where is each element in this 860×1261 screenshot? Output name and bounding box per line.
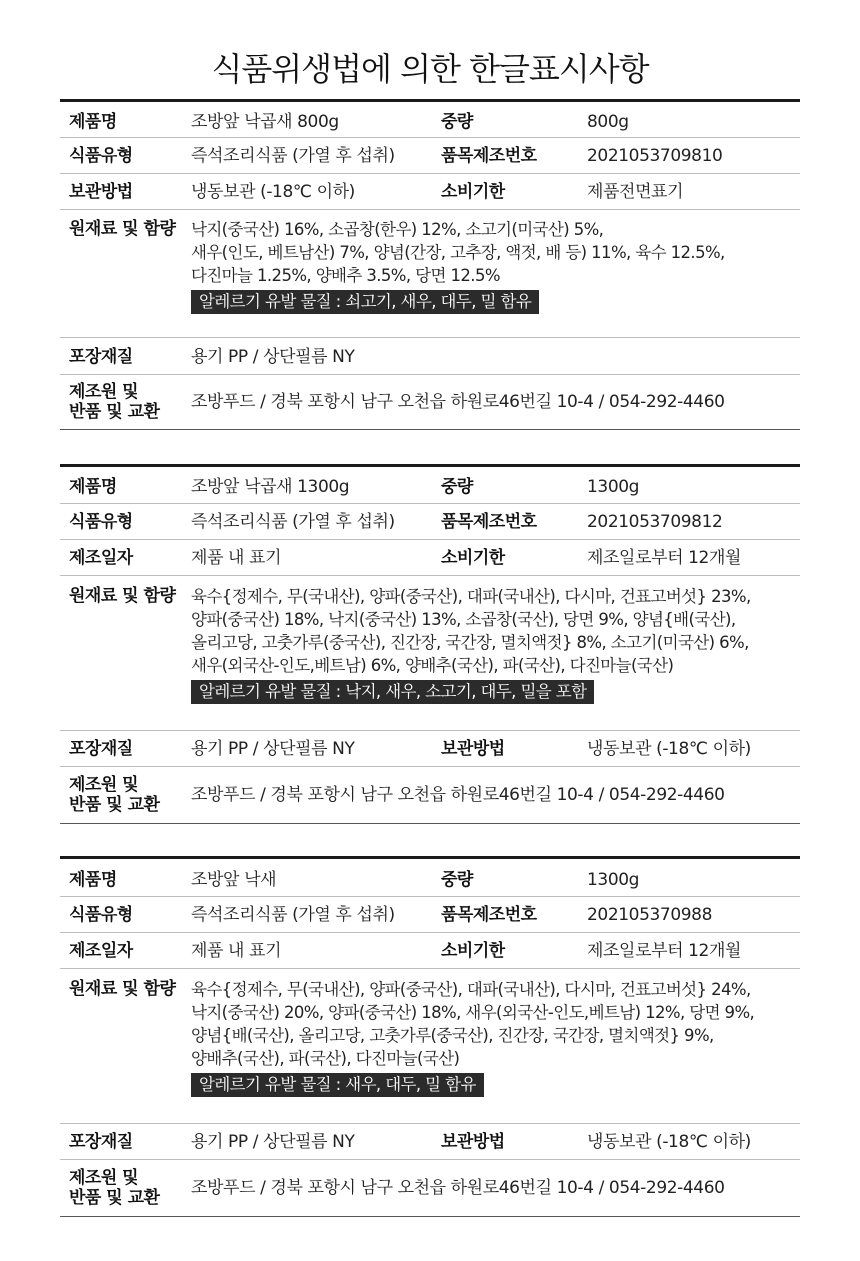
storage-label: 보관방법 — [441, 739, 505, 759]
row-manufacturer — [60, 767, 800, 823]
food-type-value: 즉석조리식품 (가열 후 섭취) — [191, 512, 395, 532]
manufacturer-value: 조방푸드 / 경북 포항시 남구 오천읍 하원로46번길 10-4 / 054-292-4460 — [191, 784, 725, 805]
row-type-report — [60, 138, 800, 174]
packaging-label: 포장재질 — [69, 739, 133, 759]
allergen-badge: 알레르기 유발 물질 : 쇠고기, 새우, 대두, 밀 함유 — [191, 290, 539, 314]
food-type-label: 식품유형 — [69, 905, 133, 925]
row-mfg-expiry — [60, 933, 800, 969]
ingredients-line: 육수{정제수, 무(국내산), 양파(중국산), 대파(국내산), 다시마, 건표고버섯} 23%, — [191, 587, 751, 606]
mfg-date-label: 제조일자 — [69, 941, 133, 961]
ingredients-label: 원재료 및 함량 — [69, 219, 176, 239]
manufacturer-label-line1: 제조원 및 — [69, 775, 139, 795]
row-manufacturer — [60, 375, 800, 429]
expiry-value: 제조일로부터 12개월 — [587, 941, 742, 961]
packaging-value: 용기 PP / 상단필름 NY — [191, 347, 355, 367]
row-name-weight — [60, 102, 800, 138]
ingredients-label: 원재료 및 함량 — [69, 586, 176, 606]
ingredients-line: 낙지(중국산) 20%, 양파(중국산) 18%, 새우(외국산-인도,베트남) 12%, 당면 9%, — [191, 1003, 755, 1022]
ingredients-block — [191, 218, 800, 314]
manufacturer-label-line1: 제조원 및 — [69, 1168, 139, 1188]
row-packaging-storage — [60, 1124, 800, 1160]
mfg-date-value: 제품 내 표기 — [191, 941, 282, 961]
ingredients-line: 새우(외국산-인도,베트남) 6%, 양배추(국산), 파(국산), 다진마늘(국산) — [191, 656, 674, 675]
weight-value: 1300g — [587, 477, 640, 497]
manufacturer-label — [60, 775, 191, 815]
ingredients-line: 새우(인도, 베트남산) 7%, 양념(간장, 고추장, 액젓, 배 등) 11%, 육수 12.5%, — [191, 243, 725, 262]
row-packaging-storage — [60, 731, 800, 767]
manufacturer-label — [60, 382, 191, 422]
food-type-label: 식품유형 — [69, 512, 133, 532]
product-name-label: 제품명 — [69, 870, 117, 890]
row-ingredients — [60, 576, 800, 731]
allergen-badge: 알레르기 유발 물질 : 새우, 대두, 밀 함유 — [191, 1073, 484, 1097]
food-type-label: 식품유형 — [69, 146, 133, 166]
report-no-value: 2021053709810 — [587, 146, 723, 166]
storage-value: 냉동보관 (-18℃ 이하) — [191, 182, 355, 202]
expiry-value: 제조일로부터 12개월 — [587, 548, 742, 568]
allergen-badge: 알레르기 유발 물질 : 낙지, 새우, 소고기, 대두, 밀을 포함 — [191, 680, 594, 704]
storage-label: 보관방법 — [441, 1132, 505, 1152]
ingredients-line: 양념{배(국산), 올리고당, 고춧가루(중국산), 진간장, 국간장, 멸치액젓} 9%, — [191, 1026, 714, 1045]
product-name-value: 조방앞 낙새 — [191, 870, 277, 890]
row-mfg-expiry — [60, 540, 800, 576]
report-no-value: 202105370988 — [587, 905, 712, 925]
storage-value: 냉동보관 (-18℃ 이하) — [587, 739, 751, 759]
ingredients-line: 양파(중국산) 18%, 낙지(중국산) 13%, 소곱창(국산), 당면 9%, 양념{배(국산), — [191, 610, 736, 629]
manufacturer-value: 조방푸드 / 경북 포항시 남구 오천읍 하원로46번길 10-4 / 054-292-4460 — [191, 1177, 725, 1198]
row-storage-expiry — [60, 174, 800, 210]
ingredients-line: 다진마늘 1.25%, 양배추 3.5%, 당면 12.5% — [191, 266, 500, 285]
ingredients-block — [191, 978, 800, 1097]
manufacturer-label-line2: 반품 및 교환 — [69, 1188, 160, 1208]
row-type-report — [60, 897, 800, 933]
ingredients-line: 낙지(중국산) 16%, 소곱창(한우) 12%, 소고기(미국산) 5%, — [191, 220, 604, 239]
manufacturer-label-line2: 반품 및 교환 — [69, 795, 160, 815]
product-name-label: 제품명 — [69, 477, 117, 497]
ingredients-block — [191, 585, 800, 704]
ingredients-line: 양배추(국산), 파(국산), 다진마늘(국산) — [191, 1049, 460, 1068]
manufacturer-label-line1: 제조원 및 — [69, 382, 139, 402]
weight-label: 중량 — [441, 112, 473, 132]
report-no-label: 품목제조번호 — [441, 146, 537, 166]
product-table-2 — [60, 464, 800, 824]
storage-label: 보관방법 — [69, 182, 133, 202]
page-title: 식품위생법에 의한 한글표시사항 — [211, 50, 649, 88]
expiry-label: 소비기한 — [441, 941, 505, 961]
row-ingredients — [60, 969, 800, 1124]
product-name-value: 조방앞 낙곱새 800g — [191, 112, 339, 132]
row-name-weight — [60, 467, 800, 504]
packaging-value: 용기 PP / 상단필름 NY — [191, 1132, 355, 1152]
ingredients-line: 육수{정제수, 무(국내산), 양파(중국산), 대파(국내산), 다시마, 건표고버섯} 24%, — [191, 980, 751, 999]
row-manufacturer — [60, 1160, 800, 1216]
food-type-value: 즉석조리식품 (가열 후 섭취) — [191, 905, 395, 925]
product-name-value: 조방앞 낙곱새 1300g — [191, 477, 350, 497]
mfg-date-label: 제조일자 — [69, 548, 133, 568]
mfg-date-value: 제품 내 표기 — [191, 548, 282, 568]
expiry-label: 소비기한 — [441, 182, 505, 202]
expiry-value: 제품전면표기 — [587, 182, 684, 202]
row-ingredients — [60, 210, 800, 338]
ingredients-line: 올리고당, 고춧가루(중국산), 진간장, 국간장, 멸치액젓} 8%, 소고기(미국산) 6%, — [191, 633, 749, 652]
product-table-1 — [60, 99, 800, 430]
ingredients-label: 원재료 및 함량 — [69, 979, 176, 999]
packaging-label: 포장재질 — [69, 1132, 133, 1152]
weight-label: 중량 — [441, 477, 473, 497]
row-packaging — [60, 338, 800, 375]
product-name-label: 제품명 — [69, 112, 117, 132]
packaging-label: 포장재질 — [69, 347, 133, 367]
food-type-value: 즉석조리식품 (가열 후 섭취) — [191, 146, 395, 166]
weight-value: 1300g — [587, 870, 640, 890]
storage-value: 냉동보관 (-18℃ 이하) — [587, 1132, 751, 1152]
manufacturer-label — [60, 1168, 191, 1208]
product-table-3 — [60, 856, 800, 1217]
weight-value: 800g — [587, 112, 629, 132]
manufacturer-label-line2: 반품 및 교환 — [69, 402, 160, 422]
row-type-report — [60, 504, 800, 540]
row-name-weight — [60, 859, 800, 897]
report-no-label: 품목제조번호 — [441, 512, 537, 532]
report-no-label: 품목제조번호 — [441, 905, 537, 925]
manufacturer-value: 조방푸드 / 경북 포항시 남구 오천읍 하원로46번길 10-4 / 054-292-4460 — [191, 391, 725, 412]
weight-label: 중량 — [441, 870, 473, 890]
expiry-label: 소비기한 — [441, 548, 505, 568]
packaging-value: 용기 PP / 상단필름 NY — [191, 739, 355, 759]
report-no-value: 2021053709812 — [587, 512, 723, 532]
